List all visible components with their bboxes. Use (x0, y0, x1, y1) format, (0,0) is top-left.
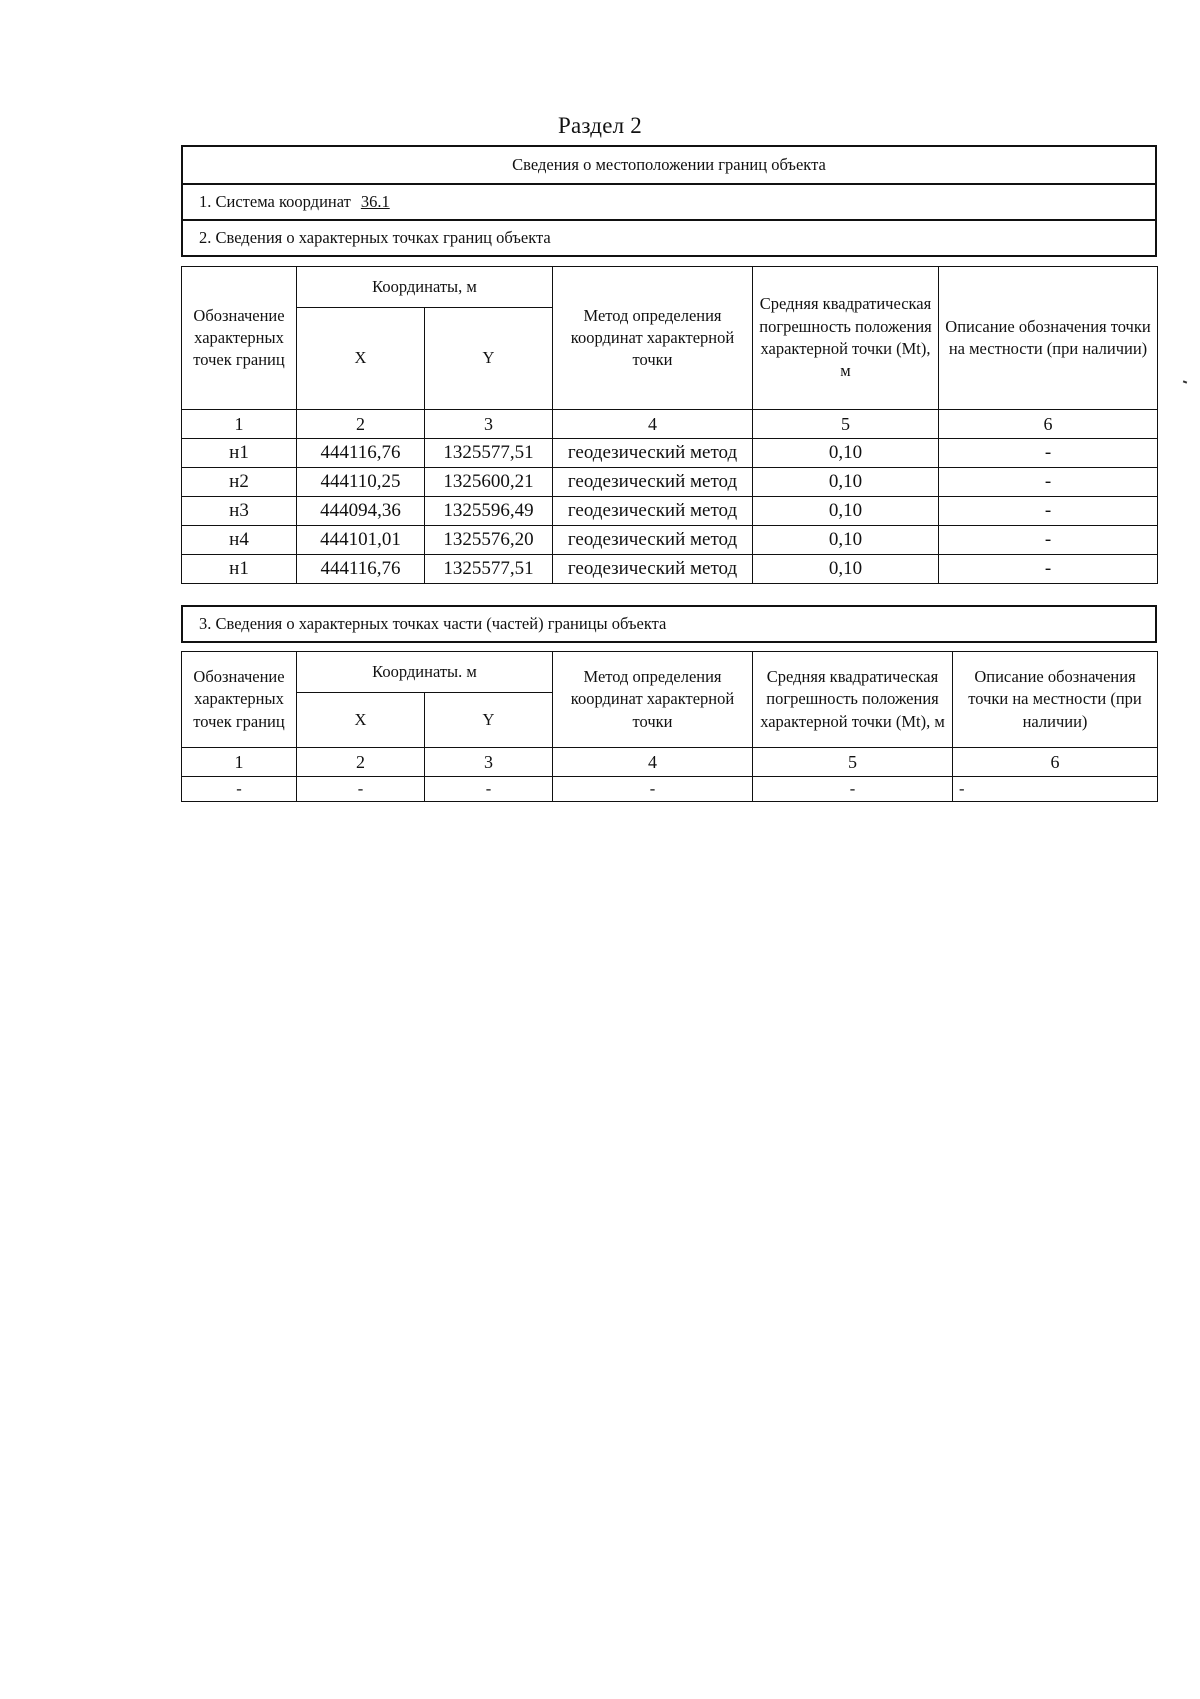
column-number: 1 (182, 410, 297, 439)
point-cell: - (182, 777, 297, 802)
coordinate-system-value: 36.1 (360, 192, 390, 211)
method-cell: - (553, 777, 753, 802)
header-error: Средняя квадратическая погрешность положения характерной точки (Mt), м (753, 267, 939, 410)
table-row (182, 777, 1158, 802)
table-row (182, 497, 1158, 526)
description-cell: - (939, 526, 1158, 555)
x-cell: 444094,36 (297, 497, 425, 526)
header-description: Описание обозначения точки на местности (при наличии) (939, 267, 1158, 410)
coordinate-system-row (183, 183, 1155, 219)
boundary-points-table (181, 266, 1158, 584)
column-number: 6 (953, 748, 1158, 777)
column-number: 4 (553, 748, 753, 777)
error-cell: 0,10 (753, 497, 939, 526)
y-cell: 1325600,21 (425, 468, 553, 497)
description-cell: - (939, 497, 1158, 526)
header-coordinates: Координаты, м (297, 267, 553, 308)
method-cell: геодезический метод (553, 526, 753, 555)
y-cell: 1325576,20 (425, 526, 553, 555)
y-cell: 1325596,49 (425, 497, 553, 526)
table-row (182, 526, 1158, 555)
point-cell: н1 (182, 439, 297, 468)
x-cell: 444116,76 (297, 555, 425, 584)
column-number: 1 (182, 748, 297, 777)
x-cell: 444110,25 (297, 468, 425, 497)
column-number: 3 (425, 410, 553, 439)
section-title: Раздел 2 (558, 113, 642, 138)
point-cell: н2 (182, 468, 297, 497)
table-row (182, 439, 1158, 468)
column-number: 2 (297, 410, 425, 439)
column-numbers-row (182, 410, 1158, 439)
method-cell: геодезический метод (553, 439, 753, 468)
error-cell: 0,10 (753, 526, 939, 555)
header-designation: Обозначение характерных точек границ (182, 267, 297, 410)
x-cell: 444116,76 (297, 439, 425, 468)
y-cell: 1325577,51 (425, 555, 553, 584)
scan-mark (1183, 380, 1187, 383)
column-number: 6 (939, 410, 1158, 439)
y-cell: 1325577,51 (425, 439, 553, 468)
point-cell: н3 (182, 497, 297, 526)
table-row (182, 555, 1158, 584)
table-row (182, 468, 1158, 497)
table-header-row (182, 267, 1158, 308)
description-cell: - (953, 777, 1158, 802)
x-cell: 444101,01 (297, 526, 425, 555)
object-boundaries-header (181, 145, 1157, 257)
column-number: 4 (553, 410, 753, 439)
error-cell: 0,10 (753, 555, 939, 584)
column-number: 3 (425, 748, 553, 777)
header-coordinates: Координаты. м (297, 652, 553, 693)
point-cell: н1 (182, 555, 297, 584)
method-cell: геодезический метод (553, 468, 753, 497)
column-number: 5 (753, 748, 953, 777)
error-cell: 0,10 (753, 468, 939, 497)
header-method: Метод определения координат характерной точки (553, 267, 753, 410)
column-number: 5 (753, 410, 939, 439)
object-boundaries-title: Сведения о местоположении границ объекта (512, 155, 826, 174)
header-y: Y (425, 308, 553, 410)
description-cell: - (939, 555, 1158, 584)
error-cell: 0,10 (753, 439, 939, 468)
column-number: 2 (297, 748, 425, 777)
header-x: X (297, 308, 425, 410)
column-numbers-row (182, 748, 1158, 777)
header-x: X (297, 693, 425, 748)
description-cell: - (939, 468, 1158, 497)
method-cell: геодезический метод (553, 497, 753, 526)
header-designation: Обозначение характерных точек границ (182, 652, 297, 748)
boundary-points-title: 2. Сведения о характерных точках границ объекта (183, 219, 1155, 255)
x-cell: - (297, 777, 425, 802)
point-cell: н4 (182, 526, 297, 555)
part-boundary-points-table (181, 651, 1158, 802)
description-cell: - (939, 439, 1158, 468)
header-y: Y (425, 693, 553, 748)
error-cell: - (753, 777, 953, 802)
header-method: Метод определения координат характерной точки (553, 652, 753, 748)
header-error: Средняя квадратическая погрешность положения характерной точки (Mt), м (753, 652, 953, 748)
part-boundary-points-title: 3. Сведения о характерных точках части (частей) границы объекта (181, 605, 1157, 643)
y-cell: - (425, 777, 553, 802)
header-description: Описание обозначения точки на местности (при наличии) (953, 652, 1158, 748)
table-header-row (182, 652, 1158, 693)
coordinate-system-label: 1. Система координат (199, 192, 351, 211)
method-cell: геодезический метод (553, 555, 753, 584)
